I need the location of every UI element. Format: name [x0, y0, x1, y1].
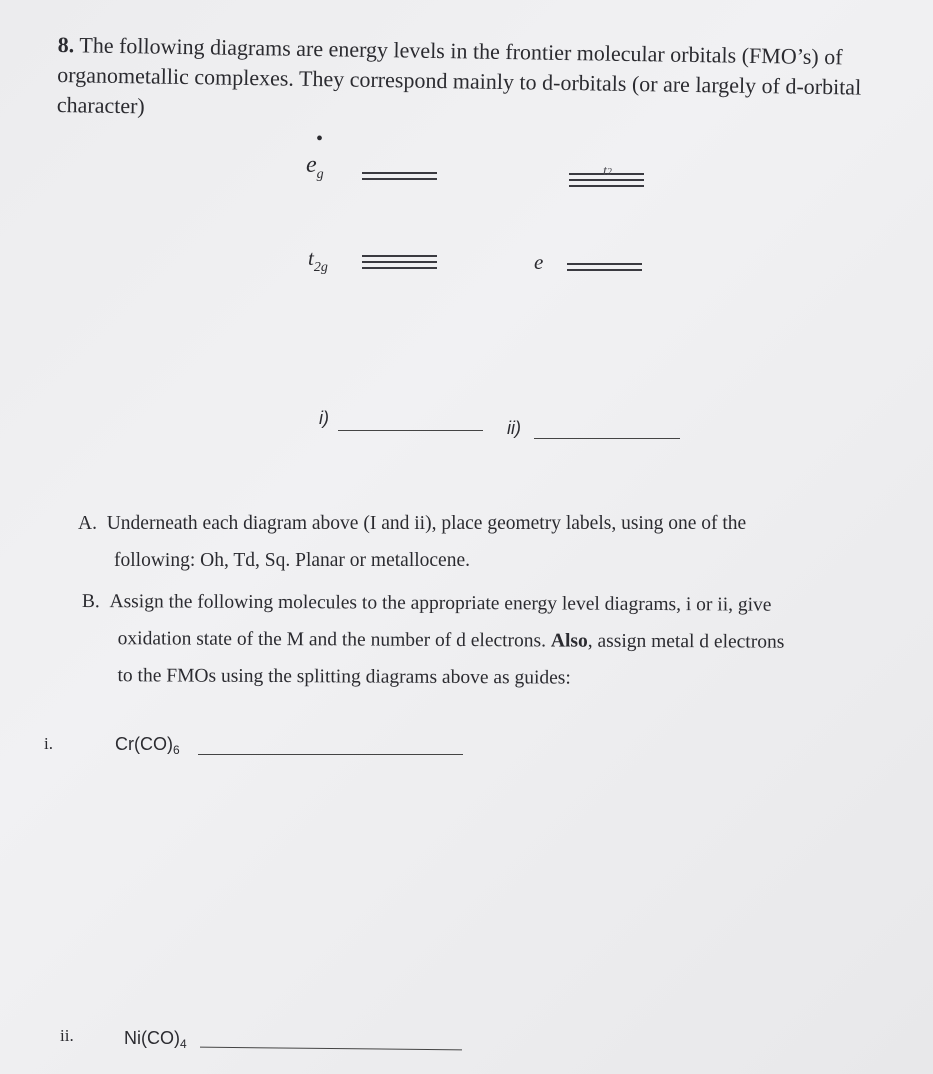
part-b-line1: Assign the following molecules to the appropriate energy level diagrams, i or ii, give [109, 591, 772, 616]
diagram-ii-upper-label: t2 [603, 164, 612, 179]
diagram-i-lower-label: $t_{2g}$ [308, 246, 328, 275]
item-ii-formula: $Ni(CO)_4$ [124, 1028, 187, 1051]
part-b-line2: oxidation state of the M and the number of d electrons. Also, assign metal d electrons [117, 628, 785, 653]
part-a-letter: A. [78, 513, 97, 534]
item-i-answer-line[interactable] [198, 754, 463, 755]
diagram-i-upper-label: $e_g$ [306, 152, 324, 182]
part-a-line2: following: Oh, Td, Sq. Planar or metallocene. [114, 550, 470, 571]
item-ii-answer-line[interactable] [200, 1047, 462, 1051]
diagram-i-dot: • [316, 128, 324, 150]
diagram-ii-lower-label: e [534, 250, 544, 274]
part-a-line1: Underneath each diagram above (I and ii), place geometry labels, using one of the [106, 513, 747, 534]
part-b-letter: B. [81, 590, 100, 613]
part-b-line3: to the FMOs using the splitting diagrams above as guides: [117, 665, 571, 689]
item-ii-numeral: ii. [60, 1026, 74, 1045]
slot-label-i: i) [319, 408, 329, 428]
question-number: 8. [57, 31, 75, 58]
question-text [57, 30, 898, 133]
item-i-formula: $Cr(CO)_6$ [115, 734, 180, 757]
slot-label-ii: ii) [507, 418, 521, 438]
item-i-numeral: i. [44, 734, 53, 753]
question-body: The following diagrams are energy levels in the frontier molecular orbitals (FMO’s) of organometallic complexes. They correspond mainly to d-orbitals (or are largely of d-orbital character) [56, 32, 862, 119]
answer-line-i[interactable] [338, 430, 483, 431]
part-a [78, 505, 898, 579]
answer-line-ii[interactable] [534, 438, 680, 439]
part-b [81, 583, 902, 698]
